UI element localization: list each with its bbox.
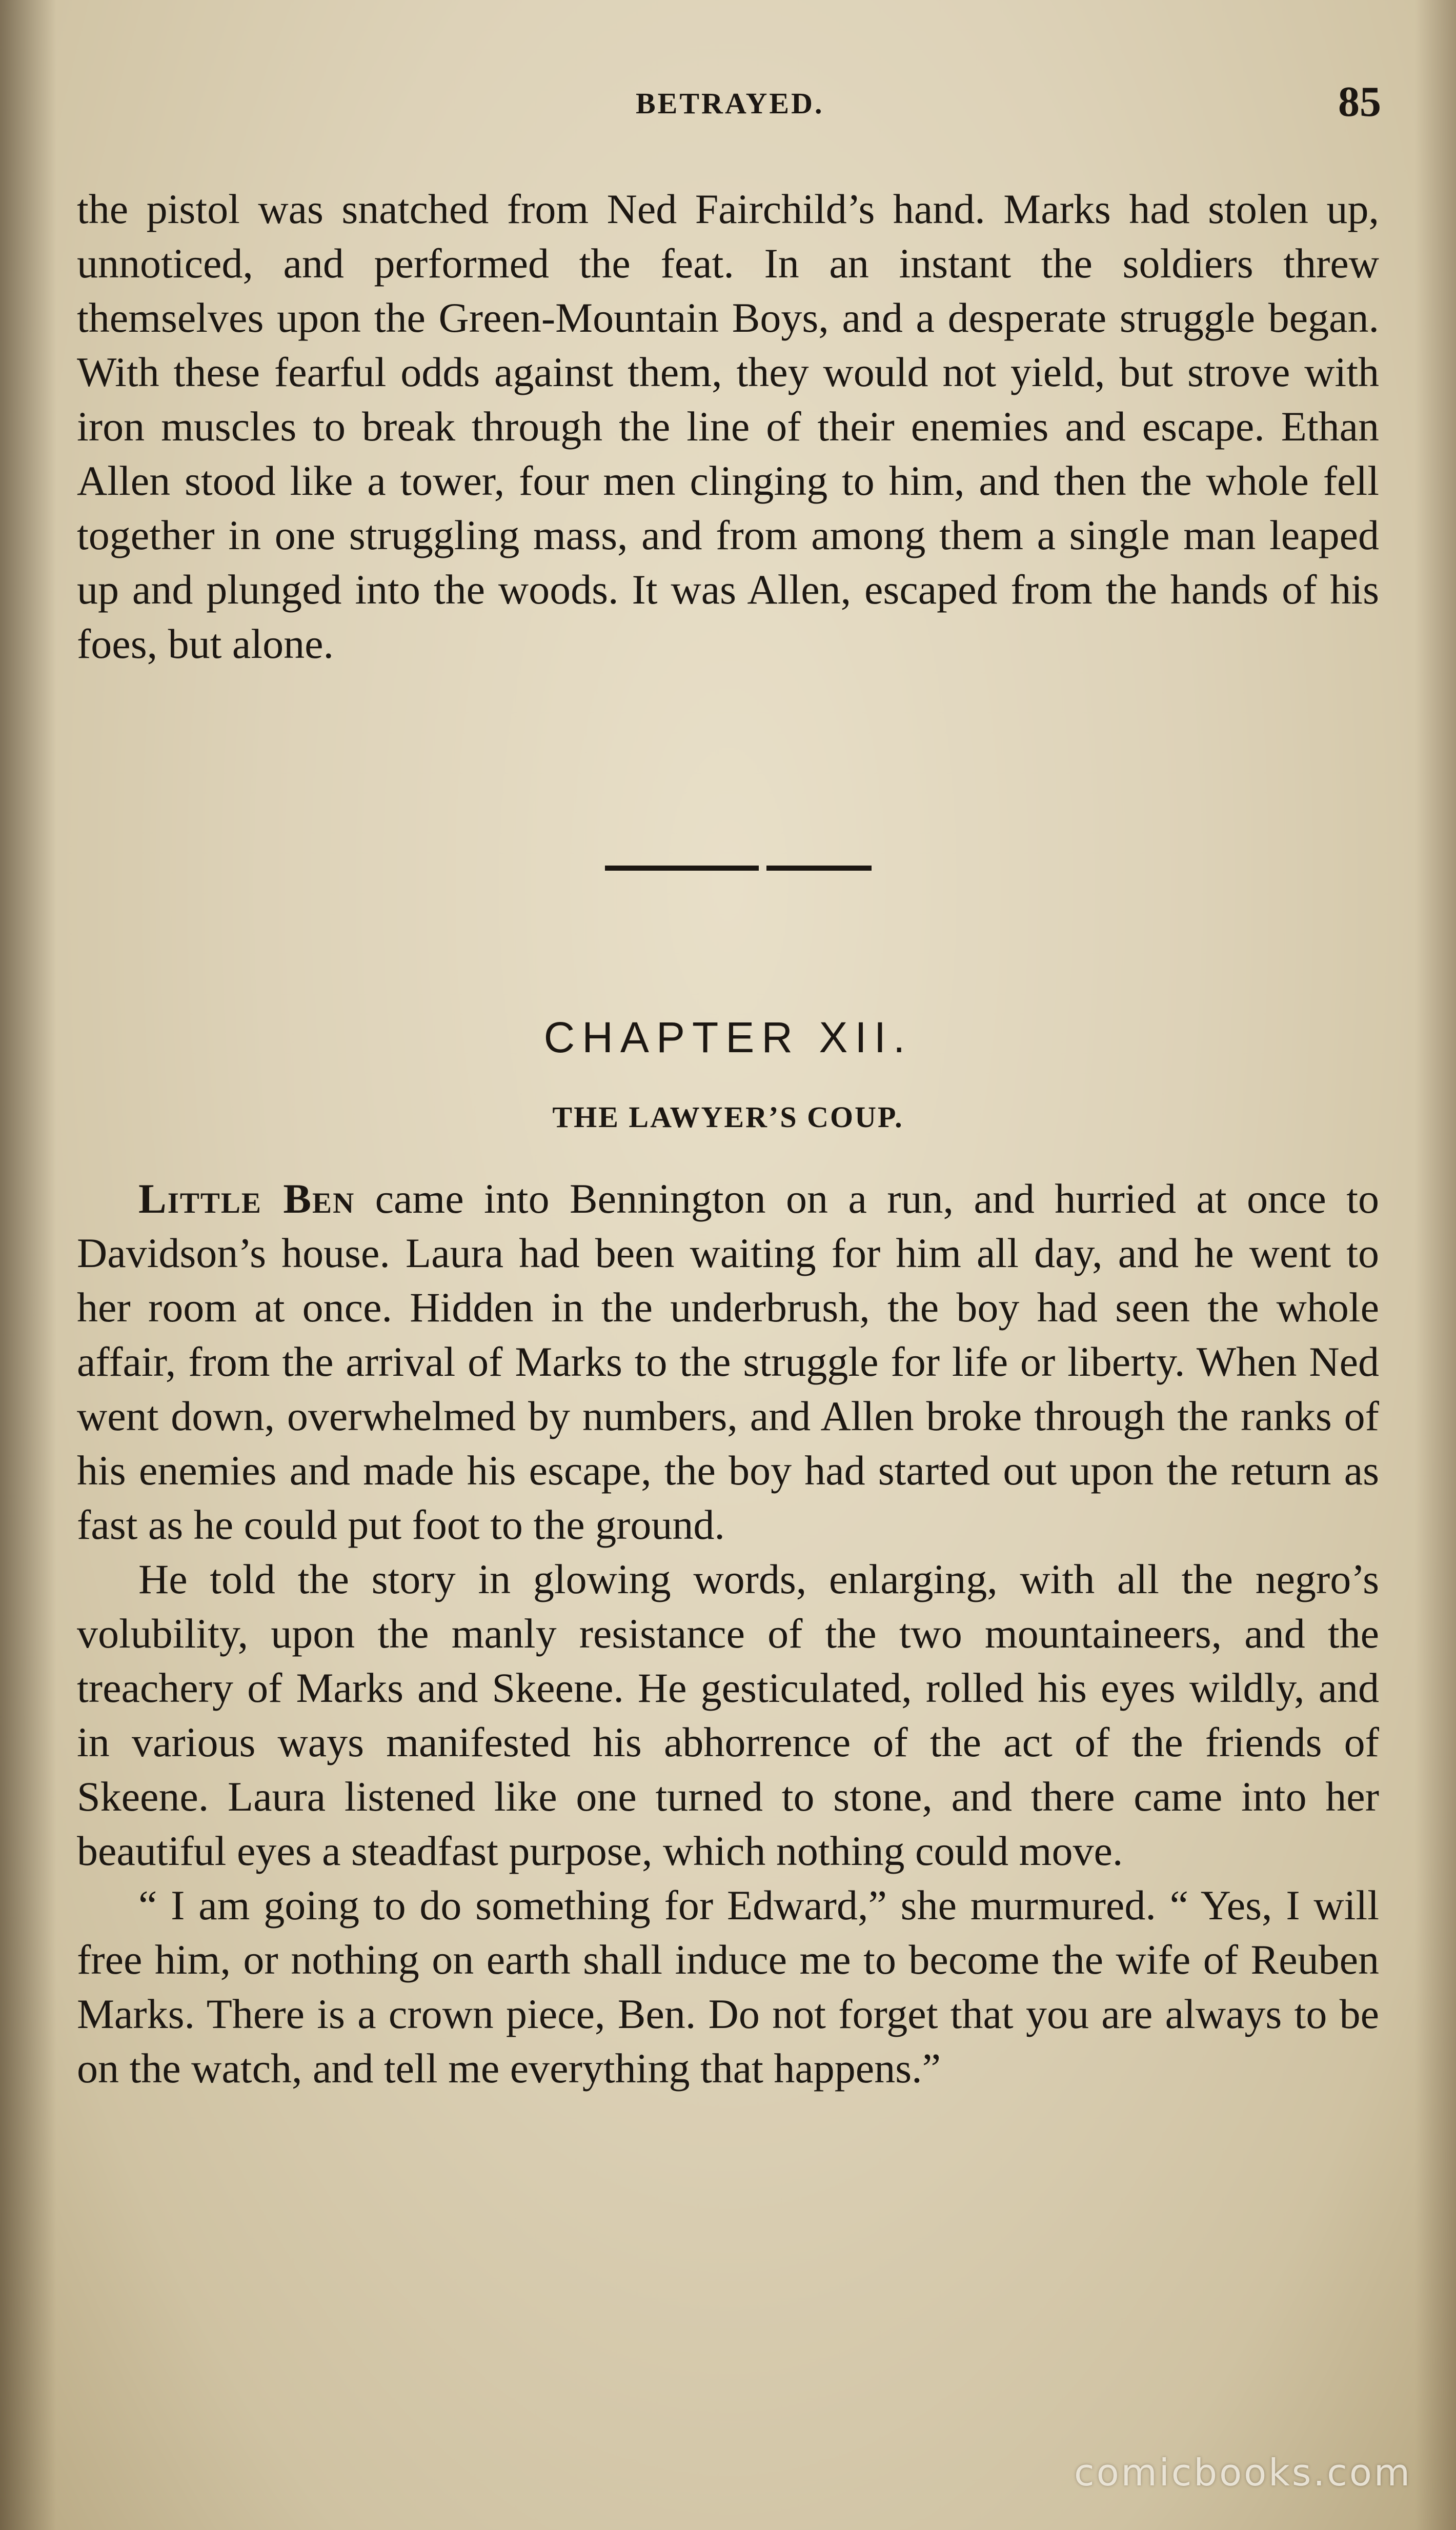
- divider-rule-right: [766, 866, 872, 871]
- page-number: 85: [1338, 78, 1381, 126]
- chapter-subtitle: THE LAWYER’S COUP.: [552, 1100, 904, 1134]
- continued-paragraph-block: [77, 182, 1379, 671]
- site-watermark: comicbooks.com: [1074, 2451, 1412, 2494]
- continued-paragraph: the pistol was snatched from Ned Fairchild’s hand. Marks had stolen up, unnoticed, and performed the feat. In an instant the soldiers threw themselves upon the Green-Mountain Boys, and a desperate struggle began. With these fearful odds against them, they would not yield, but strove with iron muscles to break through the line of their enemies and escape. Ethan Allen stood like a tower, four men clinging to him, and then the whole fell together in one struggling mass, and from among them a single man leaped up and plunged into the woods. It was Allen, escaped from the hands of his foes, but alone.: [77, 186, 1379, 667]
- chapter-paragraph-1-text: came into Bennington on a run, and hurried at once to Davidson’s house. Laura had been waiting for him all day, and he went to her room at once. Hidden in the underbrush, the boy had seen the whole affair, from the arrival of Marks to the struggle for life or liberty. When Ned went down, overwhelmed by numbers, and Allen broke through the ranks of his enemies and made his escape, the boy had started out upon the return as fast as he could put foot to the ground.: [77, 1175, 1380, 1548]
- divider-rule-left: [605, 866, 759, 871]
- chapter-body: [77, 1172, 1379, 2096]
- chapter-paragraph-3: “ I am going to do something for Edward,” she murmured. “ Yes, I will free him, or nothing on earth shall induce me to become the wife of Reuben Marks. There is a crown piece, Ben. Do not forget that you are always to be on the watch, and tell me everything that happens.”: [77, 1882, 1379, 2092]
- opening-small-caps: Little Ben: [138, 1175, 355, 1222]
- chapter-heading: CHAPTER XII.: [543, 1013, 913, 1061]
- running-head: [0, 77, 1456, 128]
- section-divider: [605, 866, 872, 873]
- chapter-paragraph-2: He told the story in glowing words, enlarging, with all the negro’s volubility, upon the manly resistance of the two mountaineers, and the treachery of Marks and Skeene. He gesticulated, rolled his eyes wildly, and in various ways manifested his abhorrence of the act of the friends of Skeene. Laura listened like one turned to stone, and there came into her beautiful eyes a steadfast purpose, which nothing could move.: [77, 1556, 1379, 1874]
- running-title: BETRAYED.: [636, 87, 824, 120]
- chapter-paragraph-1: [77, 1172, 1379, 1552]
